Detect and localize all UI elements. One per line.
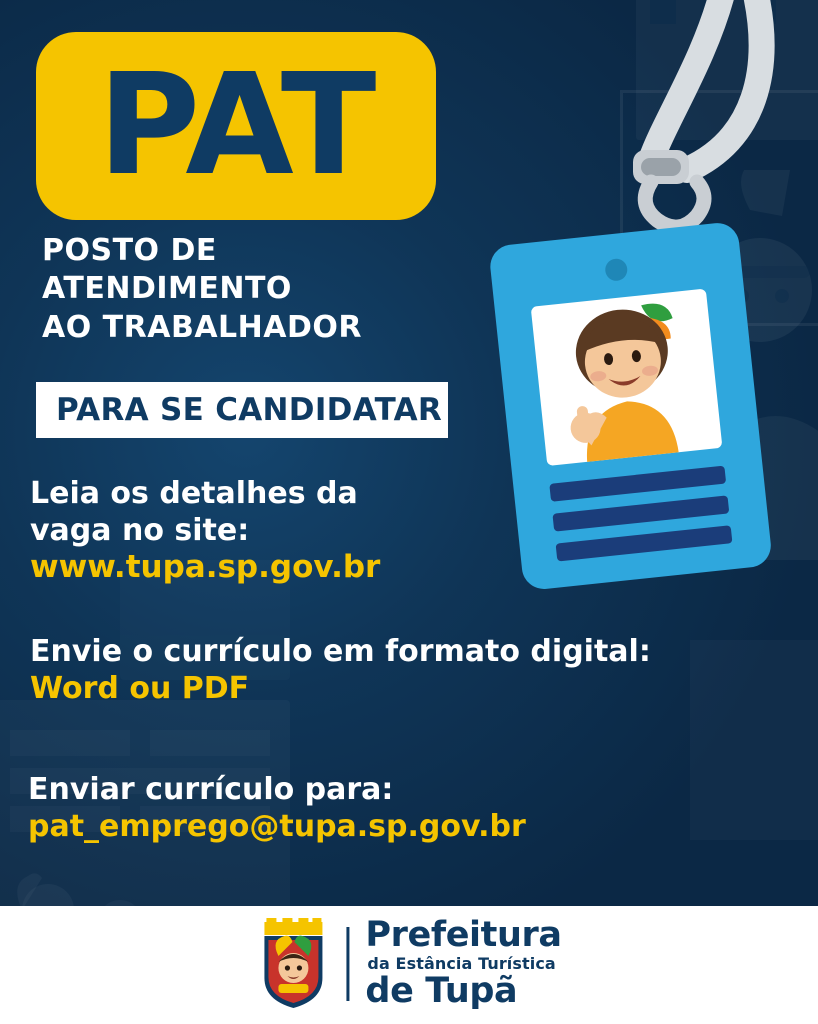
badge-card [488,221,773,591]
pat-subtitle-line2: AO TRABALHADOR [42,309,362,345]
id-badge-illustration [455,0,815,650]
instruction-format-highlight: Word ou PDF [30,670,250,706]
candidatar-banner [36,382,448,438]
candidatar-banner-label: PARA SE CANDIDATAR [56,392,443,428]
instruction-site-url[interactable]: www.tupa.sp.gov.br [30,549,381,586]
pat-subtitle-line1: POSTO DE ATENDIMENTO [42,233,292,307]
pat-title-box [36,32,436,220]
instruction-format [30,634,710,707]
lanyard-clip-hole [641,158,681,176]
instruction-email-line1: Enviar currículo para: [28,772,394,807]
lanyard-strap-left [651,0,723,160]
logo-divider [346,927,349,1001]
instruction-format-line1: Envie o currículo em formato digital: [30,634,651,669]
pat-title: PAT [97,44,375,207]
instruction-email-address[interactable]: pat_emprego@tupa.sp.gov.br [28,808,526,844]
logo-line-prefeitura: Prefeitura [365,915,562,956]
prefeitura-logo [256,915,562,1012]
bg-shape-left-brick-2 [150,730,270,756]
instruction-email [28,772,648,845]
logo-text [365,915,562,1012]
pat-subtitle [42,232,472,347]
logo-line-tupa: de Tupã [365,971,518,1012]
logo-line-estancia: da Estância Turística [367,953,556,973]
instruction-site-line2: vaga no site: [30,512,250,548]
lanyard-hook [645,182,704,227]
instruction-site [30,476,460,587]
badge-svg [455,0,815,650]
coat-of-arms-icon [256,918,330,1010]
bg-shape-left-brick-1 [10,730,130,756]
instruction-site-line1: Leia os detalhes da [30,476,358,511]
